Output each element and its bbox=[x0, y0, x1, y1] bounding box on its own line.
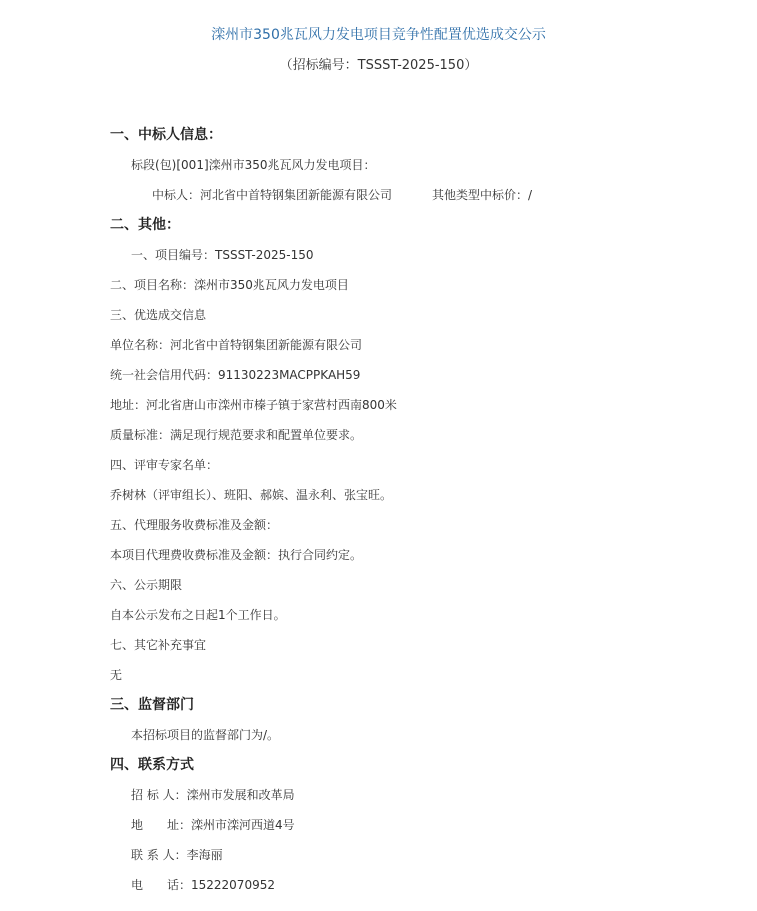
project-name: 二、项目名称：滦州市350兆瓦风力发电项目 bbox=[110, 278, 349, 292]
contact-person: 联 系 人：李海丽 bbox=[131, 848, 223, 862]
project-number: 一、项目编号：TSSST-2025-150 bbox=[131, 248, 314, 262]
winner-row bbox=[152, 187, 532, 203]
fee-text: 本项目代理费收费标准及金额：执行合同约定。 bbox=[110, 548, 363, 562]
company-name: 单位名称：河北省中首特钢集团新能源有限公司 bbox=[110, 338, 363, 352]
company-address: 地址：河北省唐山市滦州市榛子镇于家营村西南800米 bbox=[110, 398, 397, 412]
credit-code: 统一社会信用代码：91130223MACPPKAH59 bbox=[110, 368, 361, 382]
experts-list: 乔树林（评审组长）、班阳、郝嫔、温永利、张宝旺。 bbox=[110, 488, 393, 502]
publicity-period-text: 自本公示发布之日起1个工作日。 bbox=[110, 608, 286, 622]
publicity-period-heading: 六、公示期限 bbox=[110, 578, 183, 592]
document-subtitle: （招标编号：TSSST-2025-150） bbox=[279, 58, 478, 73]
section-heading-other: 二、其他： bbox=[110, 217, 180, 233]
experts-heading: 四、评审专家名单： bbox=[110, 458, 219, 472]
quality-standard: 质量标准：满足现行规范要求和配置单位要求。 bbox=[110, 428, 363, 442]
selection-info-heading: 三、优选成交信息 bbox=[110, 308, 207, 322]
lot-info: 标段(包)[001]滦州市350兆瓦风力发电项目： bbox=[131, 158, 376, 172]
contact-phone: 电 话：15222070952 bbox=[131, 878, 275, 892]
winning-bidder: 中标人：河北省中首特钢集团新能源有限公司 bbox=[152, 188, 393, 202]
contact-address: 地 址：滦州市滦河西道4号 bbox=[131, 818, 295, 832]
document-title: 滦州市350兆瓦风力发电项目竞争性配置优选成交公示 bbox=[211, 27, 546, 43]
other-winning-price: 其他类型中标价：/ bbox=[432, 188, 533, 202]
supervision-text: 本招标项目的监督部门为/。 bbox=[131, 728, 280, 742]
section-heading-contact: 四、联系方式 bbox=[110, 757, 194, 773]
contact-tenderer: 招 标 人：滦州市发展和改革局 bbox=[131, 788, 295, 802]
supplementary-text: 无 bbox=[110, 668, 123, 682]
fee-heading: 五、代理服务收费标准及金额： bbox=[110, 518, 279, 532]
section-heading-supervision: 三、监督部门 bbox=[110, 697, 194, 713]
supplementary-heading: 七、其它补充事宜 bbox=[110, 638, 207, 652]
section-heading-winner: 一、中标人信息： bbox=[110, 127, 222, 143]
